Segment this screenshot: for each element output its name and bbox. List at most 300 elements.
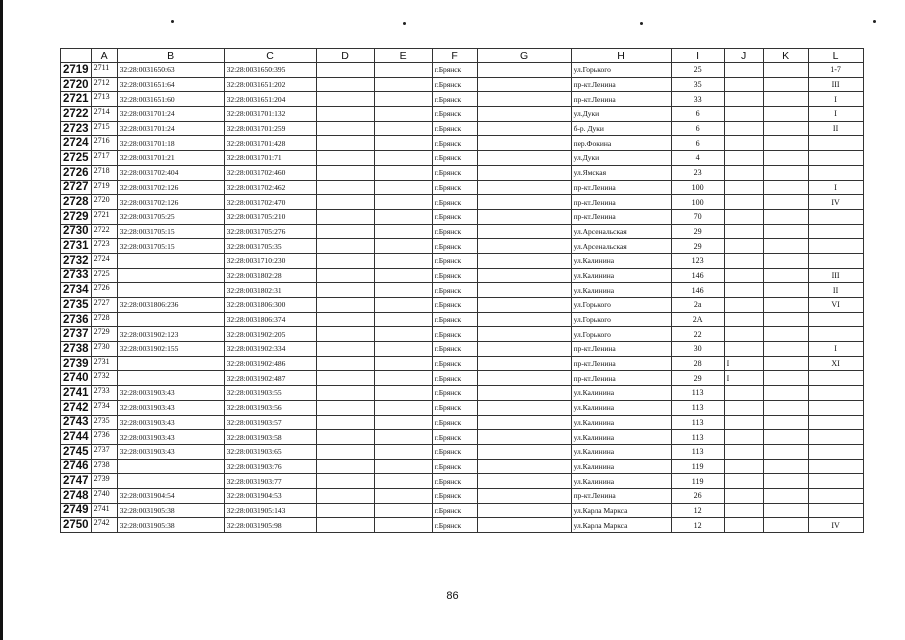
cell-d <box>316 92 374 107</box>
cell-e <box>374 180 432 195</box>
cell-l <box>808 151 863 166</box>
cell-f: г.Брянск <box>432 283 477 298</box>
table-row <box>61 371 864 386</box>
cell-b: 32:28:0031650:63 <box>117 63 224 78</box>
cell-d <box>316 488 374 503</box>
cell-c: 32:28:0031701:71 <box>224 151 316 166</box>
row-number: 2740 <box>61 371 92 386</box>
cell-f: г.Брянск <box>432 253 477 268</box>
cell-h: ул.Калинина <box>571 283 671 298</box>
cell-l: II <box>808 283 863 298</box>
cell-d <box>316 239 374 254</box>
table-row <box>61 165 864 180</box>
cell-a: 2729 <box>91 327 117 342</box>
cell-e <box>374 327 432 342</box>
cell-i: 119 <box>671 474 724 489</box>
cell-d <box>316 459 374 474</box>
cell-c: 32:28:0031802:31 <box>224 283 316 298</box>
cell-l: III <box>808 77 863 92</box>
cell-c: 32:28:0031705:276 <box>224 224 316 239</box>
cell-a: 2712 <box>91 77 117 92</box>
table-row <box>61 121 864 136</box>
cell-c: 32:28:0031902:487 <box>224 371 316 386</box>
column-header: D <box>316 49 374 63</box>
cell-d <box>316 503 374 518</box>
row-number: 2727 <box>61 180 92 195</box>
cell-e <box>374 92 432 107</box>
cell-i: 12 <box>671 503 724 518</box>
row-number: 2739 <box>61 356 92 371</box>
cell-i: 6 <box>671 136 724 151</box>
cell-g <box>477 253 571 268</box>
cell-l: I <box>808 342 863 357</box>
column-header: J <box>724 49 763 63</box>
table-row <box>61 444 864 459</box>
cell-e <box>374 518 432 533</box>
cell-h: пер.Фокина <box>571 136 671 151</box>
cell-e <box>374 253 432 268</box>
column-header: H <box>571 49 671 63</box>
cell-k <box>763 121 808 136</box>
cell-c: 32:28:0031902:205 <box>224 327 316 342</box>
cell-j <box>724 253 763 268</box>
cell-c: 32:28:0031905:98 <box>224 518 316 533</box>
cell-l: I <box>808 107 863 122</box>
cell-f: г.Брянск <box>432 415 477 430</box>
cell-j: I <box>724 356 763 371</box>
cell-g <box>477 518 571 533</box>
cell-j <box>724 209 763 224</box>
cell-f: г.Брянск <box>432 488 477 503</box>
cell-l <box>808 371 863 386</box>
cell-a: 2737 <box>91 444 117 459</box>
cell-a: 2715 <box>91 121 117 136</box>
table-row <box>61 151 864 166</box>
cell-a: 2740 <box>91 488 117 503</box>
cell-d <box>316 268 374 283</box>
cell-l <box>808 415 863 430</box>
cell-j <box>724 312 763 327</box>
cell-i: 100 <box>671 180 724 195</box>
column-header: B <box>117 49 224 63</box>
cell-e <box>374 136 432 151</box>
cell-a: 2711 <box>91 63 117 78</box>
cell-j <box>724 298 763 313</box>
cell-e <box>374 165 432 180</box>
cell-f: г.Брянск <box>432 268 477 283</box>
cell-g <box>477 327 571 342</box>
cell-d <box>316 224 374 239</box>
cell-k <box>763 195 808 210</box>
cell-d <box>316 415 374 430</box>
cell-l <box>808 312 863 327</box>
cell-a: 2734 <box>91 400 117 415</box>
cell-j <box>724 224 763 239</box>
cell-f: г.Брянск <box>432 298 477 313</box>
table-row <box>61 400 864 415</box>
cell-i: 113 <box>671 430 724 445</box>
cell-e <box>374 503 432 518</box>
cell-f: г.Брянск <box>432 180 477 195</box>
cell-i: 29 <box>671 371 724 386</box>
cell-a: 2732 <box>91 371 117 386</box>
cell-e <box>374 77 432 92</box>
cell-e <box>374 239 432 254</box>
cell-e <box>374 63 432 78</box>
cell-e <box>374 283 432 298</box>
cell-a: 2714 <box>91 107 117 122</box>
cell-h: ул.Дуки <box>571 151 671 166</box>
cell-c: 32:28:0031650:395 <box>224 63 316 78</box>
cell-e <box>374 195 432 210</box>
cell-f: г.Брянск <box>432 459 477 474</box>
cell-l: VI <box>808 298 863 313</box>
row-number: 2744 <box>61 430 92 445</box>
cell-j <box>724 268 763 283</box>
cell-h: ул.Калинина <box>571 386 671 401</box>
cell-b <box>117 283 224 298</box>
cell-c: 32:28:0031903:55 <box>224 386 316 401</box>
cell-k <box>763 165 808 180</box>
column-header: A <box>91 49 117 63</box>
cell-g <box>477 209 571 224</box>
cell-h: ул.Горького <box>571 327 671 342</box>
cell-f: г.Брянск <box>432 136 477 151</box>
cell-f: г.Брянск <box>432 63 477 78</box>
cell-k <box>763 488 808 503</box>
cell-k <box>763 268 808 283</box>
cell-d <box>316 444 374 459</box>
cell-k <box>763 298 808 313</box>
cell-e <box>374 356 432 371</box>
cell-j <box>724 92 763 107</box>
cell-i: 123 <box>671 253 724 268</box>
cell-j <box>724 518 763 533</box>
table-row <box>61 92 864 107</box>
cell-c: 32:28:0031903:65 <box>224 444 316 459</box>
cell-b: 32:28:0031905:38 <box>117 518 224 533</box>
cell-f: г.Брянск <box>432 312 477 327</box>
cell-h: пр-кт.Ленина <box>571 342 671 357</box>
cell-c: 32:28:0031702:460 <box>224 165 316 180</box>
cell-b: 32:28:0031702:126 <box>117 180 224 195</box>
cell-j <box>724 136 763 151</box>
cell-l <box>808 386 863 401</box>
cell-j <box>724 107 763 122</box>
cell-k <box>763 444 808 459</box>
cell-f: г.Брянск <box>432 356 477 371</box>
cell-h: пр-кт.Ленина <box>571 92 671 107</box>
cell-h: ул.Калинина <box>571 268 671 283</box>
cell-g <box>477 63 571 78</box>
cell-d <box>316 283 374 298</box>
cell-g <box>477 268 571 283</box>
row-number: 2733 <box>61 268 92 283</box>
table-row <box>61 195 864 210</box>
cell-h: ул.Карла Маркса <box>571 503 671 518</box>
cell-d <box>316 312 374 327</box>
cell-a: 2719 <box>91 180 117 195</box>
cell-c: 32:28:0031702:470 <box>224 195 316 210</box>
cell-d <box>316 151 374 166</box>
cell-a: 2727 <box>91 298 117 313</box>
cell-a: 2720 <box>91 195 117 210</box>
cell-h: ул.Калинина <box>571 444 671 459</box>
cell-g <box>477 107 571 122</box>
cell-j <box>724 121 763 136</box>
cell-j <box>724 488 763 503</box>
table-row <box>61 283 864 298</box>
cell-c: 32:28:0031903:58 <box>224 430 316 445</box>
cell-b: 32:28:0031902:123 <box>117 327 224 342</box>
cell-k <box>763 518 808 533</box>
cell-f: г.Брянск <box>432 327 477 342</box>
cell-d <box>316 298 374 313</box>
cell-c: 32:28:0031806:374 <box>224 312 316 327</box>
cell-b <box>117 253 224 268</box>
cell-a: 2713 <box>91 92 117 107</box>
cell-d <box>316 107 374 122</box>
cell-l: IV <box>808 518 863 533</box>
cell-i: 6 <box>671 107 724 122</box>
cell-e <box>374 430 432 445</box>
table-row <box>61 209 864 224</box>
cell-i: 6 <box>671 121 724 136</box>
cell-f: г.Брянск <box>432 400 477 415</box>
cell-b: 32:28:0031903:43 <box>117 386 224 401</box>
row-number: 2741 <box>61 386 92 401</box>
cell-k <box>763 92 808 107</box>
table-row <box>61 474 864 489</box>
cell-e <box>374 400 432 415</box>
cell-i: 70 <box>671 209 724 224</box>
cell-b: 32:28:0031651:60 <box>117 92 224 107</box>
cell-g <box>477 312 571 327</box>
cell-i: 22 <box>671 327 724 342</box>
cell-k <box>763 356 808 371</box>
table-row <box>61 63 864 78</box>
cell-f: г.Брянск <box>432 371 477 386</box>
cell-f: г.Брянск <box>432 195 477 210</box>
cell-d <box>316 77 374 92</box>
cell-a: 2725 <box>91 268 117 283</box>
row-number: 2732 <box>61 253 92 268</box>
cell-a: 2716 <box>91 136 117 151</box>
cell-b: 32:28:0031705:25 <box>117 209 224 224</box>
cell-d <box>316 121 374 136</box>
cell-g <box>477 342 571 357</box>
cell-a: 2717 <box>91 151 117 166</box>
cell-c: 32:28:0031903:56 <box>224 400 316 415</box>
cell-j <box>724 415 763 430</box>
cell-i: 30 <box>671 342 724 357</box>
table-row <box>61 239 864 254</box>
cell-l <box>808 430 863 445</box>
column-header: L <box>808 49 863 63</box>
cell-h: ул.Калинина <box>571 400 671 415</box>
cell-a: 2738 <box>91 459 117 474</box>
cell-g <box>477 371 571 386</box>
cell-h: ул.Калинина <box>571 430 671 445</box>
cell-h: ул.Дуки <box>571 107 671 122</box>
cell-k <box>763 136 808 151</box>
cell-i: 119 <box>671 459 724 474</box>
cell-h: пр-кт.Ленина <box>571 356 671 371</box>
cell-c: 32:28:0031902:334 <box>224 342 316 357</box>
cell-h: ул.Арсенальская <box>571 239 671 254</box>
table-row <box>61 386 864 401</box>
cell-f: г.Брянск <box>432 342 477 357</box>
cell-k <box>763 371 808 386</box>
cell-j <box>724 474 763 489</box>
cell-h: пр-кт.Ленина <box>571 77 671 92</box>
cell-l <box>808 444 863 459</box>
page-number: 86 <box>446 590 459 602</box>
cell-g <box>477 224 571 239</box>
cell-k <box>763 107 808 122</box>
cell-h: ул.Карла Маркса <box>571 518 671 533</box>
cell-j <box>724 239 763 254</box>
table-row <box>61 459 864 474</box>
table-row <box>61 518 864 533</box>
cell-b: 32:28:0031903:43 <box>117 415 224 430</box>
cell-h: б-р. Дуки <box>571 121 671 136</box>
row-number: 2743 <box>61 415 92 430</box>
cell-e <box>374 415 432 430</box>
cell-b: 32:28:0031905:38 <box>117 503 224 518</box>
scan-dot-3 <box>640 22 643 25</box>
cell-l <box>808 136 863 151</box>
table-row <box>61 224 864 239</box>
table-row <box>61 342 864 357</box>
cell-c: 32:28:0031705:35 <box>224 239 316 254</box>
row-number: 2722 <box>61 107 92 122</box>
row-number: 2720 <box>61 77 92 92</box>
cell-h: ул.Арсенальская <box>571 224 671 239</box>
cell-i: 113 <box>671 415 724 430</box>
cell-h: ул.Горького <box>571 298 671 313</box>
cell-b: 32:28:0031904:54 <box>117 488 224 503</box>
cell-k <box>763 63 808 78</box>
column-header: I <box>671 49 724 63</box>
table-row <box>61 488 864 503</box>
cell-l <box>808 488 863 503</box>
cell-e <box>374 107 432 122</box>
cell-h: пр-кт.Ленина <box>571 371 671 386</box>
table-row <box>61 415 864 430</box>
scan-dot-4 <box>873 20 876 23</box>
cell-g <box>477 488 571 503</box>
cell-b: 32:28:0031903:43 <box>117 400 224 415</box>
cell-a: 2736 <box>91 430 117 445</box>
cell-g <box>477 356 571 371</box>
cell-i: 113 <box>671 386 724 401</box>
table-row <box>61 430 864 445</box>
cell-g <box>477 165 571 180</box>
cell-k <box>763 209 808 224</box>
cell-j <box>724 180 763 195</box>
cell-i: 29 <box>671 224 724 239</box>
cell-b <box>117 312 224 327</box>
cell-a: 2741 <box>91 503 117 518</box>
cell-d <box>316 356 374 371</box>
cell-l <box>808 503 863 518</box>
cell-e <box>374 151 432 166</box>
cell-a: 2731 <box>91 356 117 371</box>
cell-b: 32:28:0031902:155 <box>117 342 224 357</box>
cell-b <box>117 371 224 386</box>
cell-d <box>316 63 374 78</box>
cell-b <box>117 356 224 371</box>
cell-k <box>763 430 808 445</box>
cell-l <box>808 209 863 224</box>
cell-a: 2721 <box>91 209 117 224</box>
row-number: 2737 <box>61 327 92 342</box>
cell-f: г.Брянск <box>432 444 477 459</box>
cell-j: I <box>724 371 763 386</box>
cell-d <box>316 518 374 533</box>
cell-k <box>763 180 808 195</box>
cell-a: 2739 <box>91 474 117 489</box>
scan-dot-1 <box>171 20 174 23</box>
cell-j <box>724 342 763 357</box>
cell-l <box>808 239 863 254</box>
cell-c: 32:28:0031701:132 <box>224 107 316 122</box>
cell-k <box>763 503 808 518</box>
cell-l <box>808 400 863 415</box>
row-number: 2747 <box>61 474 92 489</box>
cell-i: 2А <box>671 312 724 327</box>
spreadsheet-table <box>60 48 864 533</box>
cell-c: 32:28:0031710:230 <box>224 253 316 268</box>
cell-k <box>763 474 808 489</box>
cell-h: ул.Калинина <box>571 474 671 489</box>
cell-k <box>763 386 808 401</box>
cell-c: 32:28:0031701:259 <box>224 121 316 136</box>
table-row <box>61 503 864 518</box>
cell-b: 32:28:0031705:15 <box>117 239 224 254</box>
table-row <box>61 268 864 283</box>
cell-j <box>724 165 763 180</box>
cell-f: г.Брянск <box>432 224 477 239</box>
cell-g <box>477 239 571 254</box>
cell-d <box>316 371 374 386</box>
header-row <box>61 49 864 63</box>
cell-g <box>477 430 571 445</box>
cell-h: ул.Калинина <box>571 459 671 474</box>
cell-f: г.Брянск <box>432 386 477 401</box>
row-number: 2721 <box>61 92 92 107</box>
cell-l <box>808 253 863 268</box>
cell-a: 2742 <box>91 518 117 533</box>
column-header: K <box>763 49 808 63</box>
cell-l: XI <box>808 356 863 371</box>
cell-b: 32:28:0031702:404 <box>117 165 224 180</box>
table-row <box>61 312 864 327</box>
cell-k <box>763 327 808 342</box>
cell-f: г.Брянск <box>432 430 477 445</box>
cell-g <box>477 77 571 92</box>
cell-c: 32:28:0031905:143 <box>224 503 316 518</box>
row-number: 2723 <box>61 121 92 136</box>
cell-a: 2733 <box>91 386 117 401</box>
cell-e <box>374 474 432 489</box>
row-number: 2724 <box>61 136 92 151</box>
cell-a: 2726 <box>91 283 117 298</box>
cell-a: 2730 <box>91 342 117 357</box>
cell-h: пр-кт.Ленина <box>571 488 671 503</box>
cell-f: г.Брянск <box>432 239 477 254</box>
